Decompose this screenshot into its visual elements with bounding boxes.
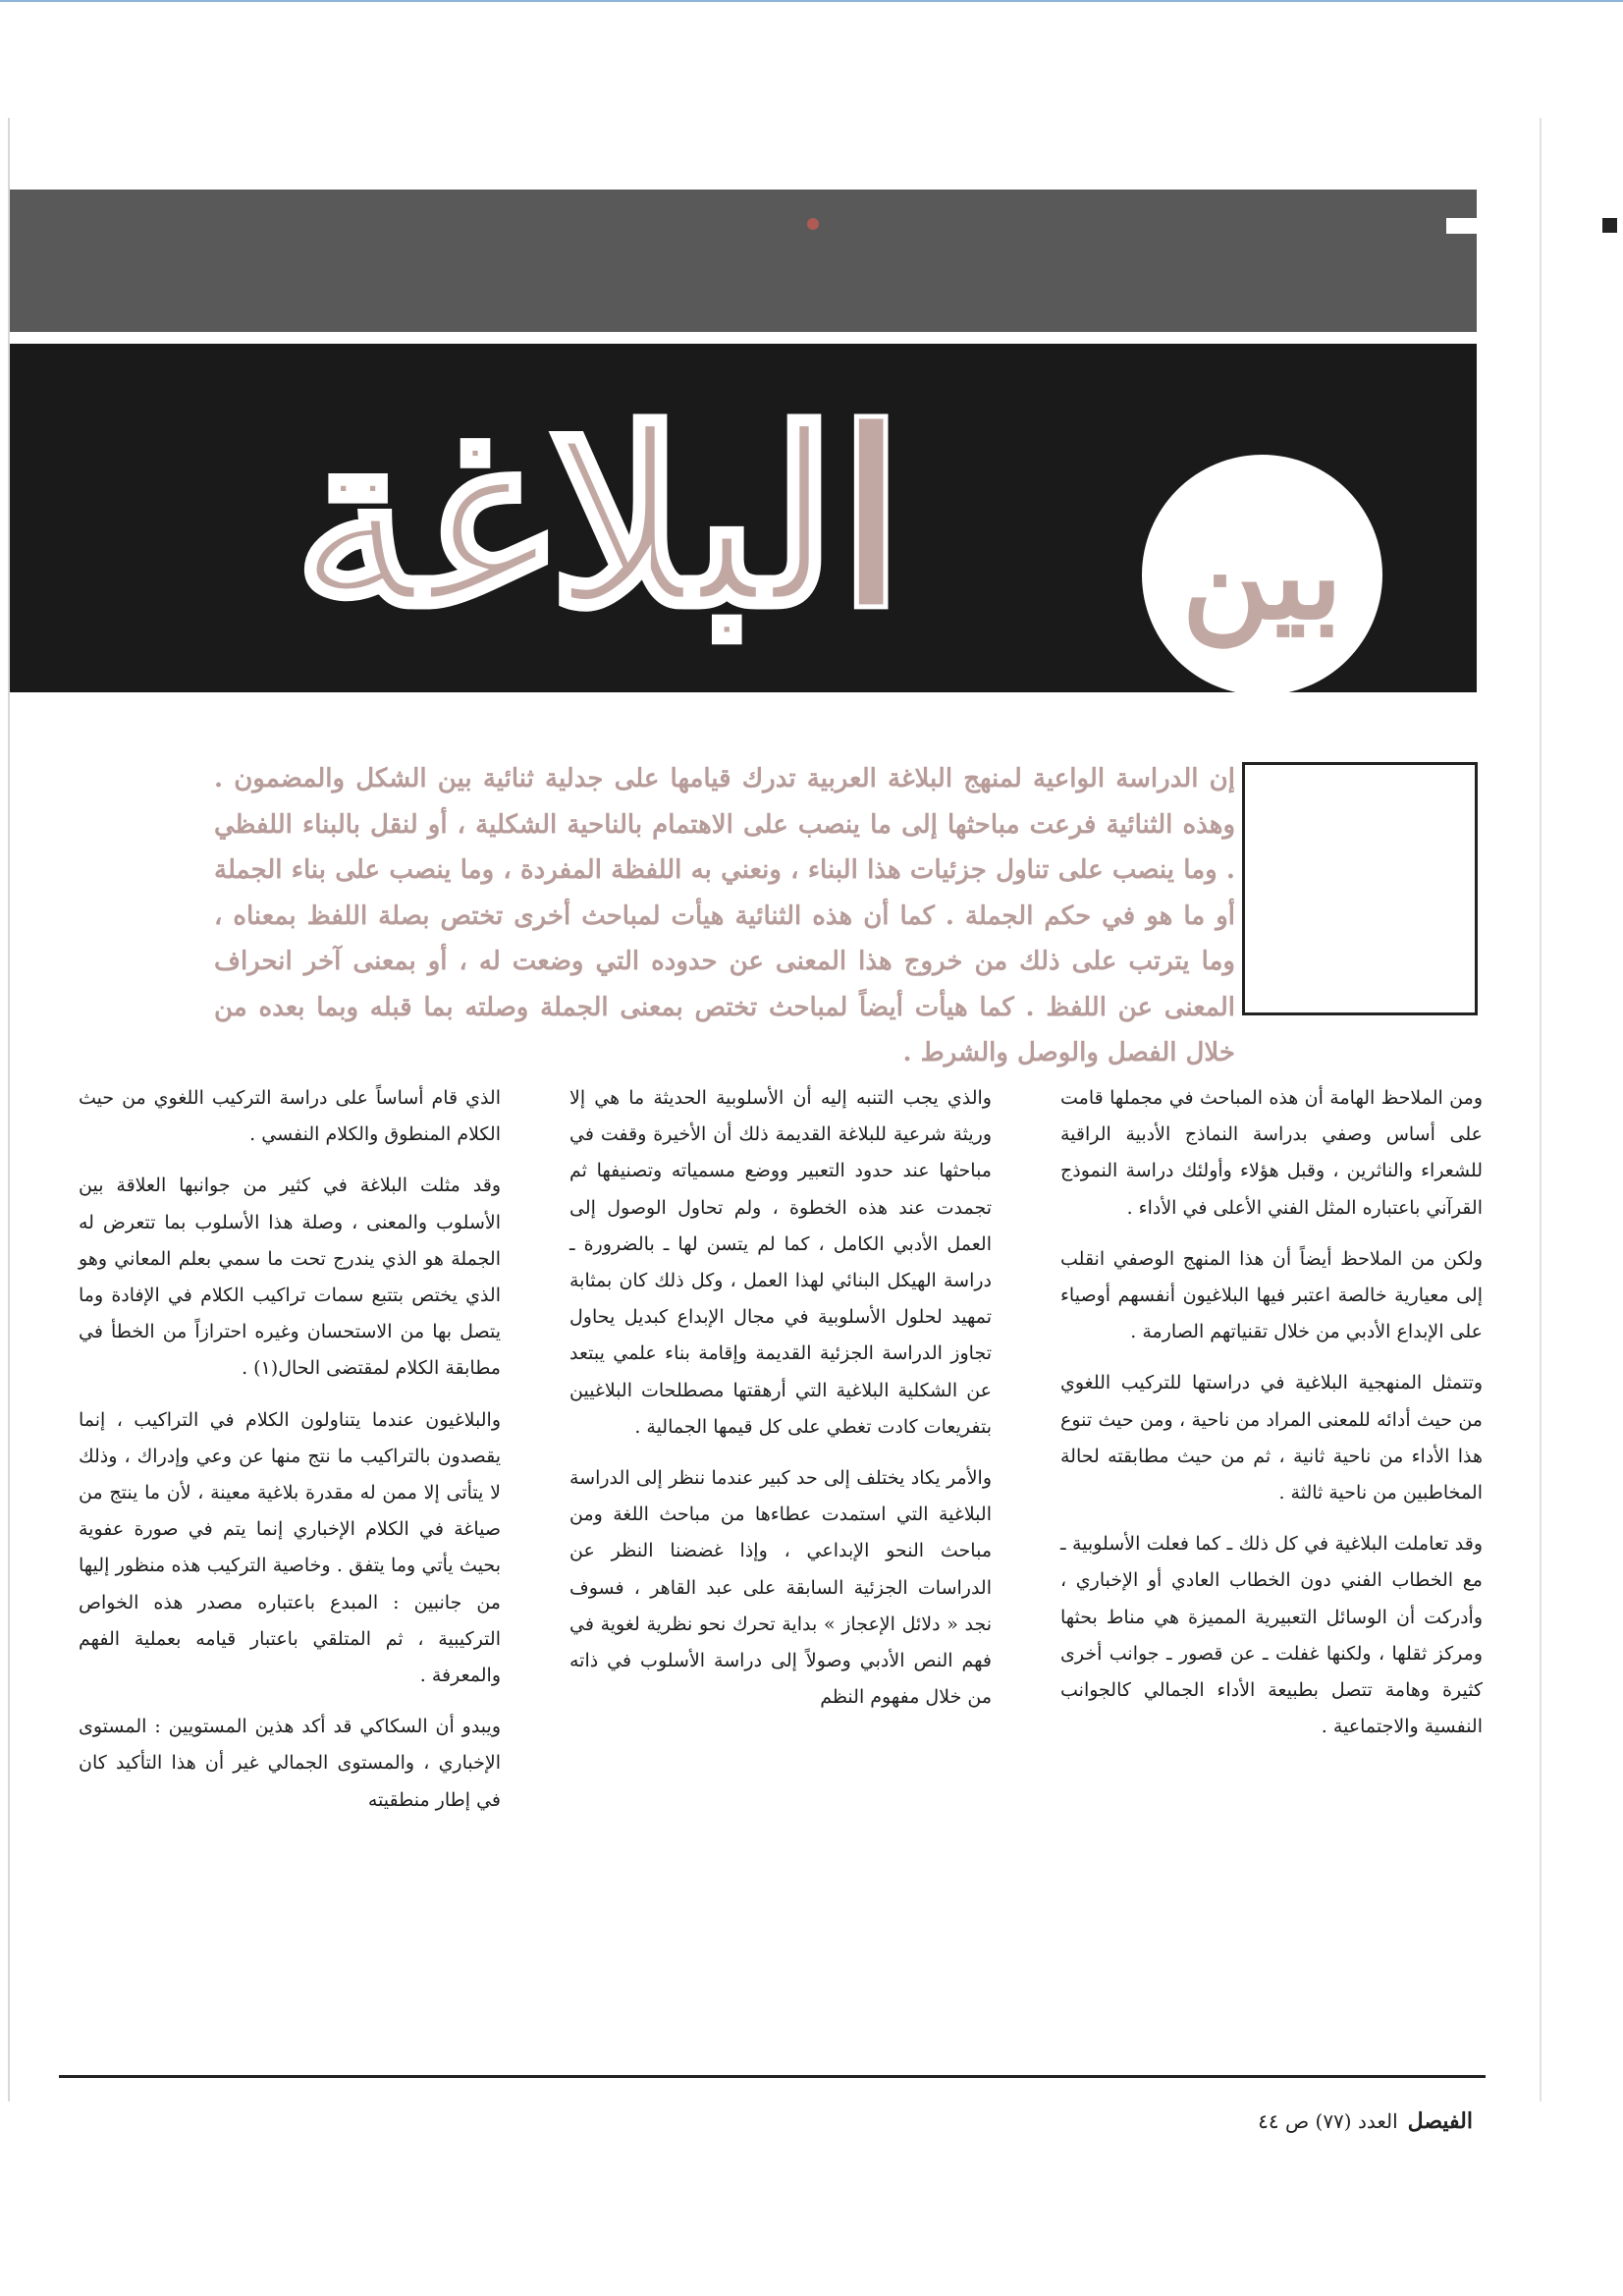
page-edge-right — [1540, 118, 1542, 2102]
title-word-between: بين — [1181, 504, 1343, 646]
column-left — [79, 1080, 501, 2062]
intro-empty-box — [1242, 762, 1478, 1015]
header-red-dot — [807, 218, 819, 230]
paragraph: ولكن من الملاحظ أيضاً أن هذا المنهج الوصفي انقلب إلى معيارية خالصة اعتبر فيها البلاغيون أنفسهم أوصياء على الإبداع الأدبي من خلال تقنياتهم الصارمة . — [1060, 1247, 1483, 1343]
paragraph: الذي قام أساساً على دراسة التركيب اللغوي من حيث الكلام المنطوق والكلام النفسي . — [79, 1087, 501, 1146]
issue-page-number: العدد (٧٧) ص ٤٤ — [1258, 2109, 1398, 2133]
column-right — [1060, 1080, 1483, 2062]
intro-paragraph: إن الدراسة الواعية لمنهج البلاغة العربية تدرك قيامها على جدلية ثنائية بين الشكل والمضمون . وهذه الثنائية فرعت مباحثها إلى ما ينصب على الاهتمام بالناحية الشكلية ، أو لنقل بالبناء اللفظي . وما ينصب على تناول جزئيات هذا البناء ، ونعني به اللفظة المفردة ، وما ينصب على بناء الجملة أو ما هو في حكم الجملة . كما أن هذه الثنائية هيأت لمباحث أخرى تختص بصلة اللفظ بمعناه ، وما يترتب على ذلك من خروج هذا المعنى عن حدوده التي وضعت له ، أو بمعنى آخر انحراف المعنى عن اللفظ . كما هيأت أيضاً لمباحث تختص بمعنى الجملة وصلته بما قبله وبما بعده من خلال الفصل والوصل والشرط . — [214, 764, 1235, 1067]
paragraph: وقد مثلت البلاغة في كثير من جوانبها العلاقة بين الأسلوب والمعنى ، وصلة هذا الأسلوب بما تتعرض له الجملة هو الذي يندرج تحت ما سمي بعلم المعاني وهو الذي يختص بتتبع سمات تراكيب الكلام في الإفادة وما يتصل بها من الاستحسان وغيره احترازاً من الخطأ في مطابقة الكلام لمقتضى الحال(١) . — [79, 1175, 501, 1380]
magazine-name: الفيصل — [1407, 2108, 1473, 2134]
header-white-tab — [1446, 218, 1540, 234]
top-border-line — [0, 0, 1623, 2]
header-black-mark — [1602, 218, 1617, 233]
footer-rule — [59, 2075, 1486, 2078]
column-middle — [569, 1080, 992, 2062]
page-footer — [1129, 2102, 1473, 2141]
title-word-rhetoric: البلاغة — [293, 376, 905, 660]
header-gray-band — [10, 190, 1477, 332]
paragraph: والذي يجب التنبه إليه أن الأسلوبية الحديثة ما هي إلا وريثة شرعية للبلاغة القديمة ذلك أن الأخيرة وقفت في مباحثها عند حدود التعبير ووضع مسمياته وتصنيفها ثم تجمدت عند هذه الخطوة ، ولم تحاول الوصول إلى العمل الأدبي الكامل ، كما لم يتسن لها ـ بالضرورة ـ دراسة الهيكل البنائي لهذا العمل ، وكل ذلك كان بمثابة تمهيد لحلول الأسلوبية في مجال الإبداع كبديل يحاول تجاوز الدراسة الجزئية القديمة وإقامة بناء علمي يبتعد عن الشكلية البلاغية التي أرهقتها مصطلحات البلاغيين بتفريعات كادت تغطي على كل قيمها الجمالية . — [569, 1087, 992, 1438]
paragraph: والبلاغيون عندما يتناولون الكلام في التراكيب ، إنما يقصدون بالتراكيب ما نتج منها عن وعي وإدراك ، وذلك لا يتأتى إلا ممن له مقدرة بلاغية معينة ، لأن ما ينتج من صياغة في الكلام الإخباري إنما يتم في صورة عفوية بحيث يأتي وما يتفق . وخاصية التركيب هذه منظور إليها من جانبين : المبدع باعتباره مصدر هذه الخواص التركيبية ، ثم المتلقي باعتبار قيامه بعملية الفهم والمعرفة . — [79, 1408, 501, 1687]
paragraph: ويبدو أن السكاكي قد أكد هذين المستويين : المستوى الإخباري ، والمستوى الجمالي غير أن هذا التأكيد كان في إطار منطقيته — [79, 1716, 501, 1811]
paragraph: وقد تعاملت البلاغية في كل ذلك ـ كما فعلت الأسلوبية ـ مع الخطاب الفني دون الخطاب العادي أو الإخباري ، وأدركت أن الوسائل التعبيرية المميزة هي مناط بحثها ومركز ثقلها ، ولكنها غفلت ـ عن قصور ـ جوانب أخرى كثيرة وهامة تتصل بطبيعة الأداء الجمالي كالجوانب النفسية والاجتماعية . — [1060, 1533, 1483, 1738]
paragraph: ومن الملاحظ الهامة أن هذه المباحث في مجملها قامت على أساس وصفي بدراسة النماذج الأدبية الراقية للشعراء والناثرين ، وقبل هؤلاء وأولئك دراسة النموذج القرآني باعتباره المثل الفني الأعلى في الأداء . — [1060, 1087, 1483, 1219]
paragraph: وتتمثل المنهجية البلاغية في دراستها للتركيب اللغوي من حيث أدائه للمعنى المراد من ناحية ، ومن حيث تنوع هذا الأداء من ناحية ثانية ، ثم من حيث مطابقته لحالة المخاطبين من ناحية ثالثة . — [1060, 1372, 1483, 1504]
paragraph: والأمر يكاد يختلف إلى حد كبير عندما ننظر إلى الدراسة البلاغية التي استمدت عطاءها من مباحث اللغة ومن مباحث النحو الإبداعي ، وإذا غضضنا النظر عن الدراسات الجزئية السابقة على عبد القاهر ، فسوف نجد « دلائل الإعجاز » بداية تحرك نحو نظرية لغوية في فهم النص الأدبي وصولاً إلى دراسة الأسلوب في ذاته من خلال مفهوم النظم — [569, 1467, 992, 1709]
